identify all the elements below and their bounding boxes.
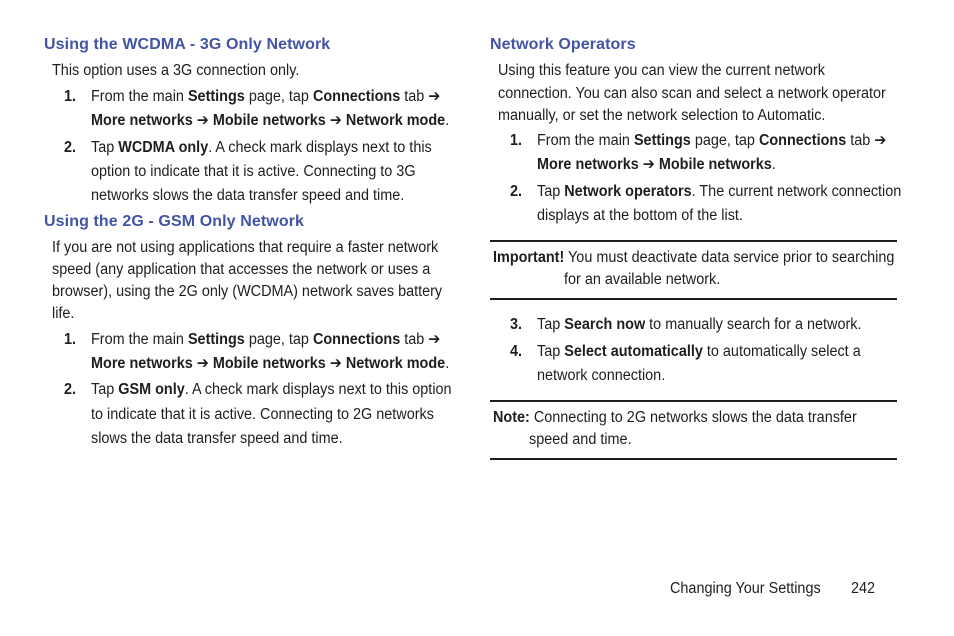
step-number: 1.	[64, 331, 77, 348]
operators-intro-line: manually, or set the network selection to Automatic.	[498, 107, 826, 124]
step-text: networks slows the data transfer speed and time.	[91, 187, 405, 204]
step-text: Tap WCDMA only. A check mark displays next to this	[91, 139, 432, 156]
page-number: 242	[851, 580, 876, 597]
footer-section-title: Changing Your Settings	[670, 580, 821, 597]
step-text: From the main Settings page, tap Connections tab ➔	[91, 331, 441, 348]
important-text: for an available network.	[564, 271, 721, 288]
step-text: Tap Search now to manually search for a network.	[537, 316, 862, 333]
step-text: More networks ➔ Mobile networks ➔ Network mode.	[91, 355, 450, 372]
gsm-intro-line: If you are not using applications that require a faster network	[52, 239, 439, 256]
important-callout	[490, 240, 897, 300]
note-callout	[490, 400, 897, 460]
note-text: Note: Connecting to 2G networks slows the data transfer	[493, 409, 857, 426]
step-text: to indicate that it is active. Connecting to 2G networks	[91, 406, 434, 423]
step-number: 3.	[510, 316, 523, 333]
operators-intro-line: Using this feature you can view the current network	[498, 62, 825, 79]
step-number: 1.	[510, 132, 523, 149]
gsm-intro-line: speed (any application that accesses the network or uses a	[52, 261, 431, 278]
step-number: 2.	[510, 183, 523, 200]
wcdma-intro: This option uses a 3G connection only.	[52, 62, 300, 79]
step-text: Tap Network operators. The current network connection	[537, 183, 902, 200]
section-heading-network-operators: Network Operators	[490, 36, 636, 53]
step-text: network connection.	[537, 367, 666, 384]
important-label: Important!	[493, 249, 565, 266]
gsm-intro-line: browser), using the 2G only (WCDMA) network saves battery	[52, 283, 443, 300]
step-text: From the main Settings page, tap Connections tab ➔	[537, 132, 887, 149]
step-text: option to indicate that it is active. Connecting to 3G	[91, 163, 416, 180]
step-text: From the main Settings page, tap Connections tab ➔	[91, 88, 441, 105]
note-label: Note:	[493, 409, 530, 426]
section-heading-wcdma: Using the WCDMA - 3G Only Network	[44, 36, 331, 53]
section-heading-gsm: Using the 2G - GSM Only Network	[44, 213, 305, 230]
step-text: Tap GSM only. A check mark displays next to this option	[91, 381, 452, 398]
step-text: slows the data transfer speed and time.	[91, 430, 343, 447]
step-text: More networks ➔ Mobile networks.	[537, 156, 776, 173]
note-text: speed and time.	[529, 431, 632, 448]
step-text: Tap Select automatically to automatically select a	[537, 343, 861, 360]
step-number: 2.	[64, 139, 77, 156]
gsm-intro-line: life.	[52, 305, 75, 322]
step-number: 1.	[64, 88, 77, 105]
step-text: displays at the bottom of the list.	[537, 207, 743, 224]
operators-intro-line: connection. You can also scan and select a network operator	[498, 85, 886, 102]
step-text: More networks ➔ Mobile networks ➔ Network mode.	[91, 112, 450, 129]
step-number: 4.	[510, 343, 523, 360]
important-text: Important! You must deactivate data service prior to searching	[493, 249, 895, 266]
step-number: 2.	[64, 381, 77, 398]
